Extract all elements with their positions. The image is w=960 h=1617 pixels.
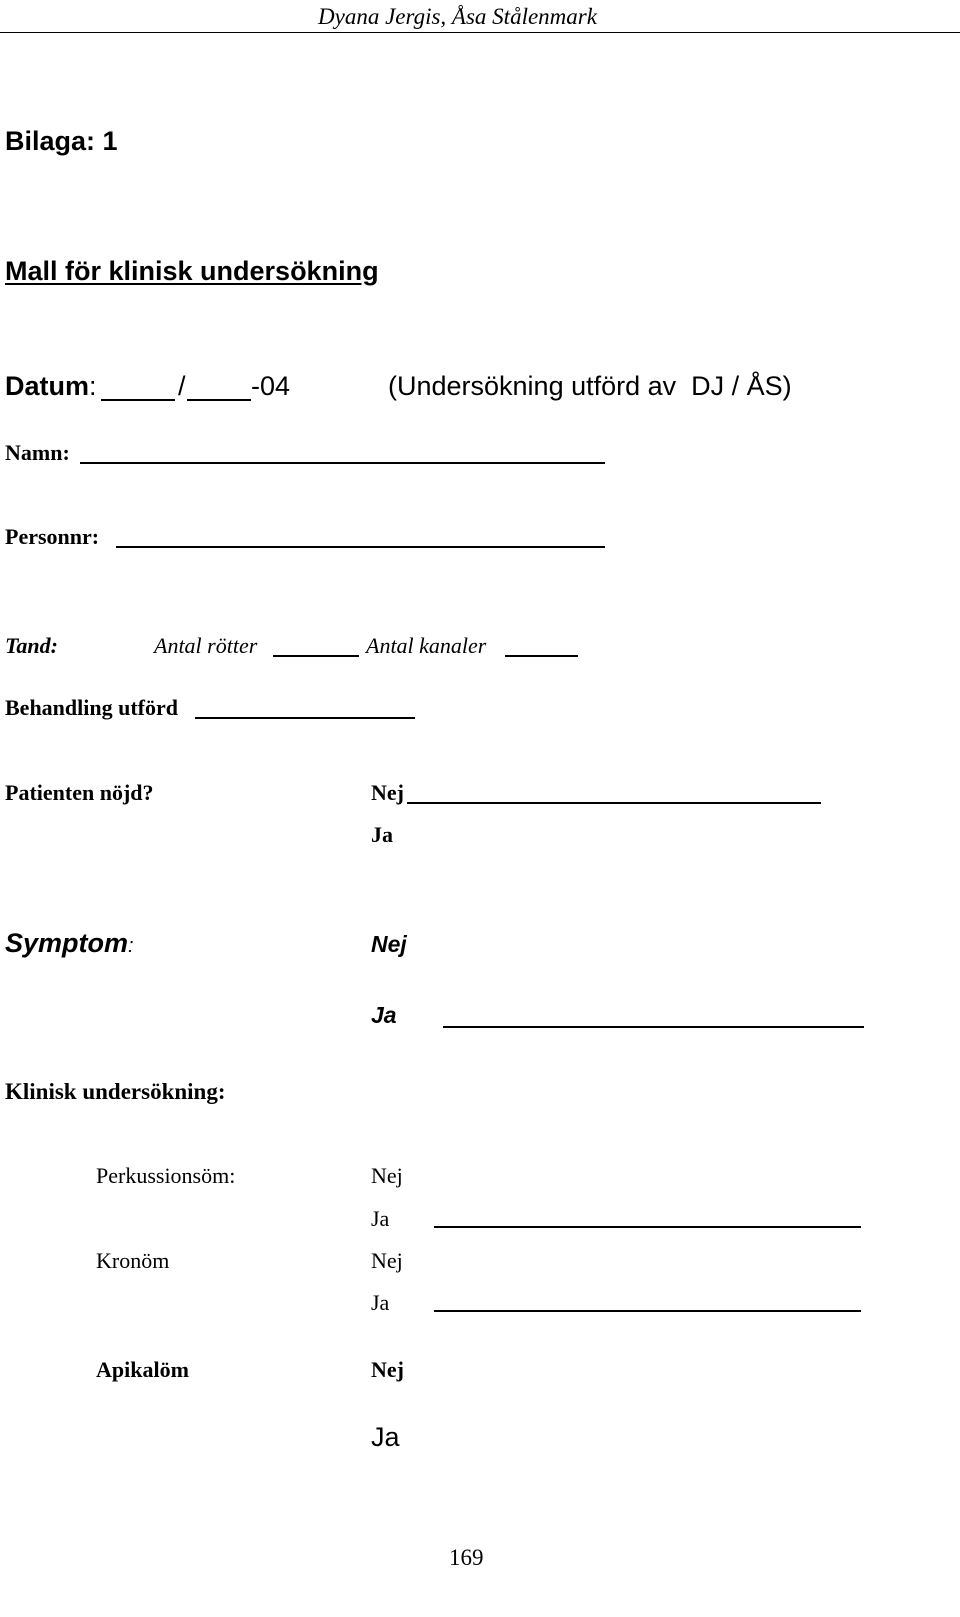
- symptom-nej-option[interactable]: Nej: [371, 931, 407, 957]
- header-authors: Dyana Jergis, Åsa Stålenmark: [318, 4, 597, 29]
- symptom-label: Symptom: [5, 928, 129, 958]
- datum-colon: :: [89, 371, 97, 401]
- symptom-comment-field[interactable]: [443, 1026, 864, 1028]
- datum-month-field[interactable]: [187, 399, 251, 401]
- examiner-note: (Undersökning utförd av DJ / ÅS): [388, 371, 792, 401]
- apikalom-ja-option[interactable]: Ja: [371, 1422, 400, 1452]
- patienten-label: Patienten nöjd?: [5, 780, 154, 805]
- perkussion-ja-option[interactable]: Ja: [371, 1206, 390, 1231]
- personnr-label: Personnr:: [5, 524, 100, 549]
- page-title: Mall för klinisk undersökning: [5, 256, 379, 286]
- kronom-ja-option[interactable]: Ja: [371, 1290, 390, 1315]
- datum-day-field[interactable]: [101, 399, 175, 401]
- apikalom-nej-option[interactable]: Nej: [371, 1357, 404, 1382]
- personnr-field[interactable]: [116, 546, 605, 548]
- patienten-nej-option[interactable]: Nej: [371, 780, 404, 805]
- namn-field[interactable]: [80, 462, 605, 464]
- datum-label: Datum: [5, 371, 90, 401]
- appendix-label: Bilaga: 1: [5, 126, 118, 156]
- apikalom-label: Apikalöm: [96, 1357, 189, 1382]
- klinisk-heading: Klinisk undersökning:: [5, 1079, 226, 1104]
- antal-kanaler-label: Antal kanaler: [366, 633, 487, 658]
- behandling-field[interactable]: [195, 717, 415, 719]
- tand-label: Tand:: [5, 633, 58, 658]
- page-number: 169: [449, 1545, 484, 1570]
- header-divider: [0, 32, 960, 33]
- behandling-label: Behandling utförd: [5, 695, 178, 720]
- antal-kanaler-field[interactable]: [505, 655, 578, 657]
- kronom-label: Kronöm: [96, 1248, 170, 1273]
- symptom-ja-option[interactable]: Ja: [371, 1002, 397, 1028]
- kronom-comment-field[interactable]: [434, 1310, 861, 1312]
- perkussion-label: Perkussionsöm:: [96, 1163, 236, 1188]
- namn-label: Namn:: [5, 440, 70, 465]
- datum-row: [5, 371, 97, 402]
- datum-slash: /: [178, 371, 186, 401]
- perkussion-comment-field[interactable]: [434, 1226, 861, 1228]
- patienten-ja-option[interactable]: Ja: [371, 822, 393, 847]
- kronom-nej-option[interactable]: Nej: [371, 1248, 403, 1273]
- symptom-row: [5, 928, 134, 959]
- antal-rotter-label: Antal rötter: [154, 633, 258, 658]
- symptom-colon: :: [128, 935, 134, 957]
- datum-suffix: -04: [251, 371, 291, 401]
- perkussion-nej-option[interactable]: Nej: [371, 1163, 403, 1188]
- patienten-comment-field[interactable]: [407, 802, 821, 804]
- antal-rotter-field[interactable]: [273, 655, 359, 657]
